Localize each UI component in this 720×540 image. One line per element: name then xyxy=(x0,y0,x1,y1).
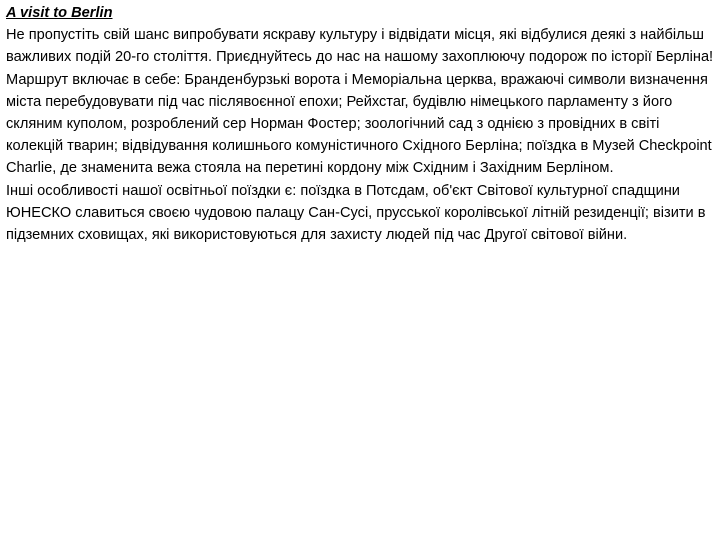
document-title: A visit to Berlin xyxy=(6,5,113,21)
paragraph-intro: Не пропустіть свій шанс випробувати яскраву культуру і відвідати місця, які відбулися деякі з найбільш важливих подій 20-го століття. Приєднуйтесь до нас на нашому захоплюючу подорож по історії Берліна! xyxy=(6,27,714,66)
document-body xyxy=(6,2,716,246)
paragraph-route: Маршрут включає в себе: Бранденбурзькі ворота і Меморіальна церква, вражаючі символи визначення міста перебудовувати під час післявоєнної епохи; Рейхстаг, будівлю німецького парламенту з його скляним куполом, розроблений сер Норман Фостер; зоологічний сад з однією з провідних в світі колекцій тварин; відвідування колишнього комуністичного Східного Берліна; поїздка в Музей Checkpoint Charlie, де знаменита вежа стояла на перетині кордону між Східним і Західним Берліном. xyxy=(6,71,712,177)
paragraph-features: Інші особливості нашої освітньої поїздки є: поїздка в Потсдам, об'єкт Світової культурної спадщини ЮНЕСКО славиться своєю чудовою палацу Сан-Сусі, прусської королівської літній резиденції; візити в підземних сховищах, які використовуються для захисту людей під час Другої світової війни. xyxy=(6,182,706,244)
title-line xyxy=(6,2,716,24)
